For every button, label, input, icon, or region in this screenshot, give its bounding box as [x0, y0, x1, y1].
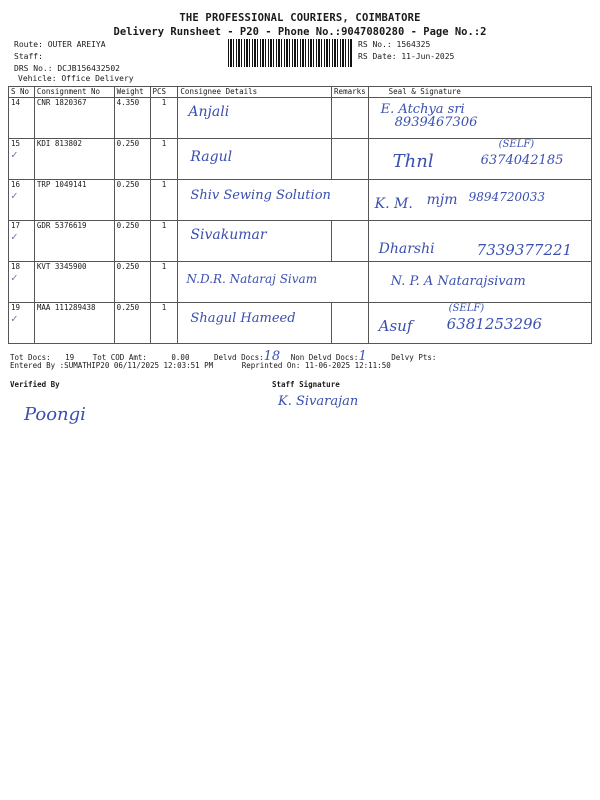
table-row [9, 98, 592, 139]
runsheet-table [8, 86, 592, 344]
cell-pcs: 1 [150, 221, 178, 262]
tot-cod-value: 0.00 [171, 353, 190, 362]
vehicle-label: Vehicle: [18, 74, 57, 83]
route-value: OUTER AREIYA [47, 40, 106, 49]
seal-phone: 7339377221 [476, 241, 573, 259]
reprinted-on: Reprinted On: 11-06-2025 12:11:50 [241, 361, 391, 370]
consignee-handwriting: Ragul [190, 149, 233, 165]
consignee-handwriting: Shiv Sewing Solution [190, 188, 331, 203]
col-header-consignee: Consignee Details [178, 87, 332, 98]
table-row [9, 139, 592, 180]
cell-sno [9, 139, 35, 180]
cell-seal [368, 139, 591, 180]
seal-handwriting: Dharshi [378, 241, 435, 257]
cell-remarks [332, 303, 369, 344]
non-delvd-value: 1 [358, 349, 367, 364]
entered-by-line [10, 361, 391, 370]
cell-weight: 0.250 [114, 262, 150, 303]
cell-pcs: 1 [150, 262, 178, 303]
consignee-handwriting: Sivakumar [190, 227, 267, 243]
signature-scribble: Thnl [392, 151, 434, 172]
cell-consignee [178, 98, 332, 139]
rs-date-label: RS Date: [358, 52, 397, 61]
cell-remarks [332, 98, 369, 139]
table-row [9, 262, 592, 303]
seal-phone: 6381253296 [446, 315, 543, 333]
staff-signature: K. Sivarajan [278, 394, 359, 409]
cell-consignment: TRP 1049141 [34, 180, 114, 221]
cell-pcs: 1 [150, 180, 178, 221]
table-row [9, 180, 592, 221]
non-delvd-label: Non Delvd Docs: [290, 353, 359, 362]
col-header-consignment: Consignment No [34, 87, 114, 98]
vehicle-line [18, 74, 134, 83]
staff-signature-label: Staff Signature [272, 380, 340, 389]
cell-sno [9, 262, 35, 303]
cell-remarks [332, 139, 369, 180]
cell-consignment: KVT 3345900 [34, 262, 114, 303]
seal-phone: 9894720033 [468, 190, 546, 204]
check-mark-icon: ✓ [11, 148, 18, 161]
cell-remarks [332, 221, 369, 262]
cell-consignee [178, 303, 332, 344]
table-row [9, 303, 592, 344]
cell-sno [9, 221, 35, 262]
table-header-row [9, 87, 592, 98]
staff-label: Staff: [14, 52, 43, 61]
cell-consignee [178, 221, 332, 262]
cell-consignment: GDR 5376619 [34, 221, 114, 262]
cell-seal [368, 98, 591, 139]
rs-date-line [358, 52, 454, 61]
rs-no-label: RS No.: [358, 40, 392, 49]
cell-sno [9, 303, 35, 344]
tot-docs-label: Tot Docs: [10, 353, 51, 362]
check-mark-icon: ✓ [11, 271, 18, 284]
sno-value: 18 [11, 262, 21, 271]
cell-consignee [178, 262, 368, 303]
cell-seal [368, 180, 591, 221]
cell-sno: 14 [9, 98, 35, 139]
consignee-handwriting: Shagul Hameed [190, 311, 296, 326]
col-header-weight: Weight [114, 87, 150, 98]
rs-date-value: 11-Jun-2025 [401, 52, 455, 61]
drs-line [14, 64, 120, 73]
check-mark-icon: ✓ [11, 189, 18, 202]
cell-weight: 0.250 [114, 180, 150, 221]
delvy-pts-label: Delvy Pts: [391, 353, 437, 362]
check-mark-icon: ✓ [11, 230, 18, 243]
cell-pcs: 1 [150, 139, 178, 180]
tot-cod-label: Tot COD Amt: [92, 353, 147, 362]
drs-value: DCJB156432502 [57, 64, 120, 73]
delvd-label: Delvd Docs: [213, 353, 264, 362]
cell-consignment: KDI 813802 [34, 139, 114, 180]
cell-weight: 0.250 [114, 221, 150, 262]
col-header-pcs: PCS [150, 87, 178, 98]
check-mark-icon: ✓ [11, 312, 18, 325]
cell-pcs: 1 [150, 303, 178, 344]
verified-signature: Poongi [24, 404, 86, 425]
cell-consignee [178, 139, 332, 180]
sno-value: 15 [11, 139, 21, 148]
vehicle-value: Office Delivery [61, 74, 134, 83]
col-header-remarks: Remarks [332, 87, 369, 98]
cell-weight: 0.250 [114, 139, 150, 180]
seal-handwriting: E. Atchya sri [380, 102, 465, 117]
delvd-value: 18 [263, 349, 281, 364]
drs-label: DRS No.: [14, 64, 53, 73]
route-label: Route: [14, 40, 43, 49]
cell-seal [368, 303, 591, 344]
seal-handwriting: (SELF) [498, 139, 535, 150]
cell-weight: 0.250 [114, 303, 150, 344]
entered-by: Entered By :SUMATHIP20 06/11/2025 12:03:51 PM [10, 361, 214, 370]
tot-docs-value: 19 [65, 353, 75, 362]
cell-consignee [178, 180, 368, 221]
seal-phone: 6374042185 [480, 153, 564, 168]
table-row [9, 221, 592, 262]
barcode [228, 39, 352, 67]
cell-seal [368, 262, 591, 303]
cell-pcs: 1 [150, 98, 178, 139]
seal-handwriting: (SELF) [448, 303, 485, 314]
sno-value: 16 [11, 180, 21, 189]
cell-consignment: MAA 111289438 [34, 303, 114, 344]
route-line [14, 40, 106, 49]
sno-value: 17 [11, 221, 21, 230]
verified-by-label: Verified By [10, 380, 60, 389]
consignee-handwriting: Anjali [188, 104, 230, 120]
signature-scribble: Asuf [378, 317, 413, 335]
seal-handwriting: N. P. A Natarajsivam [390, 274, 526, 289]
signature-scribble: mjm [426, 192, 458, 208]
cell-sno [9, 180, 35, 221]
cell-consignment: CNR 1820367 [34, 98, 114, 139]
sno-value: 19 [11, 303, 21, 312]
company-title: THE PROFESSIONAL COURIERS, COIMBATORE [179, 12, 421, 24]
rs-no-value: 1564325 [396, 40, 431, 49]
cell-weight: 4.350 [114, 98, 150, 139]
col-header-sno: S No [9, 87, 35, 98]
col-header-seal: Seal & Signature [368, 87, 591, 98]
runsheet-subtitle: Delivery Runsheet - P20 - Phone No.:9047080280 - Page No.:2 [113, 26, 487, 38]
seal-phone: 8939467306 [394, 115, 478, 130]
consignee-handwriting: N.D.R. Nataraj Sivam [186, 272, 318, 286]
rs-no-line [358, 40, 430, 49]
cell-seal [368, 221, 591, 262]
seal-handwriting: K. M. [374, 196, 413, 212]
